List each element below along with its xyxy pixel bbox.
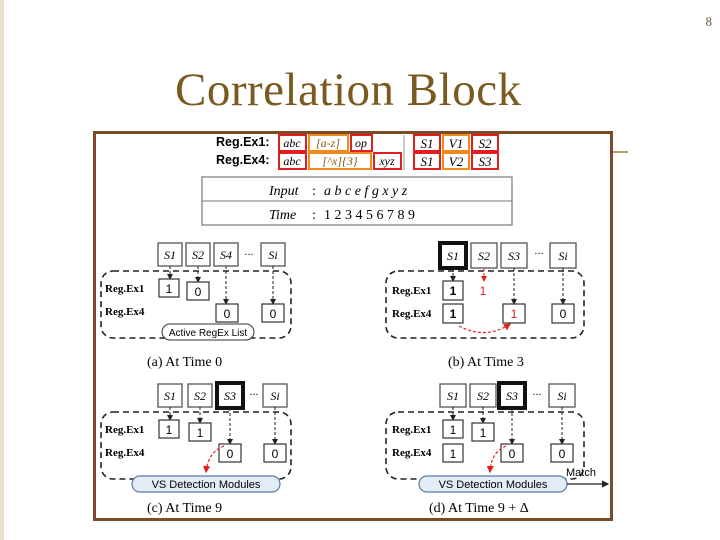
panel-b-state2: S2 [478, 249, 490, 263]
panel-b-row2-label: Reg.Ex4 [392, 308, 432, 320]
panel-b-cell3: 1 [449, 307, 457, 321]
panel-c-state3: S3 [224, 389, 236, 403]
regex1-part2: [a-z] [315, 136, 341, 150]
panel-a-bottom-label: Active RegEx List [168, 328, 248, 339]
panel-b-cell1: 1 [449, 284, 457, 298]
panel-c-state4: Si [270, 389, 280, 403]
panel-c-bottom-label: VS Detection Modules [151, 479, 261, 491]
correlation-diagram [96, 134, 610, 518]
svg-text::: : [312, 208, 316, 223]
panel-a-cell1: 1 [165, 282, 173, 296]
panel-a-cell4: 0 [269, 307, 277, 321]
panel-c-cell1: 1 [165, 423, 173, 437]
panel-c-cell3: 0 [226, 447, 234, 461]
panel-a-state1: S1 [164, 248, 176, 262]
figure-frame [93, 131, 613, 521]
panel-a-cell2: 0 [194, 285, 202, 299]
panel-d-state1: S1 [447, 389, 459, 403]
regex4-state3: S3 [478, 154, 492, 169]
panel-c-caption: (c) At Time 9 [147, 501, 223, 516]
regex4-state1: S1 [420, 154, 434, 169]
panel-d-state3: S3 [506, 389, 518, 403]
panel-d-cell4: 0 [508, 447, 516, 461]
panel-a-row2-label: Reg.Ex4 [105, 306, 145, 318]
panel-d-row2-label: Reg.Ex4 [392, 447, 432, 459]
panel-d-cell2: 1 [479, 426, 487, 440]
panel-a-state3: S4 [220, 248, 232, 262]
panel-c-cell4: 0 [271, 447, 279, 461]
slide-title: Correlation Block [175, 64, 522, 116]
regex4-part2: [^x]{3} [322, 154, 358, 168]
panel-d-state2: S2 [477, 389, 489, 403]
panel-d-row1-label: Reg.Ex1 [392, 424, 432, 436]
panel-a-state4: Si [268, 248, 278, 262]
panel-a-row1-label: Reg.Ex1 [105, 283, 145, 295]
regex1-part1: abc [283, 136, 301, 150]
panel-b-ellipsis: ... [534, 245, 544, 257]
regex4-state2: V2 [448, 154, 464, 169]
regex4-label: Reg.Ex4: [216, 153, 270, 167]
panel-a [101, 243, 291, 370]
panel-c-cell2: 1 [196, 426, 204, 440]
panel-c-ellipsis: ... [249, 386, 259, 398]
panel-c-state1: S1 [164, 389, 176, 403]
panel-d-output-label: Match [566, 467, 596, 479]
panel-c [101, 383, 291, 516]
panel-b-state4: Si [558, 249, 568, 263]
input-sequence: a b c e f g x y z [324, 184, 408, 199]
time-sequence: 1 2 3 4 5 6 7 8 9 [324, 208, 415, 223]
title-accent-line [612, 151, 628, 153]
regex4-part1: abc [283, 154, 301, 168]
regex1-label: Reg.Ex1: [216, 135, 270, 149]
panel-d-bottom-label: VS Detection Modules [438, 479, 548, 491]
panel-b-cell4: 1 [510, 307, 518, 321]
panel-b-cell2: 1 [479, 284, 487, 298]
regex1-state3: S2 [478, 136, 492, 151]
panel-d-cell5: 0 [558, 447, 566, 461]
panel-b-caption: (b) At Time 3 [448, 355, 524, 370]
slide-number: 8 [705, 14, 712, 29]
panel-d-cell3: 1 [449, 447, 457, 461]
regex4-part3: xyz [379, 154, 395, 168]
panel-a-caption: (a) At Time 0 [147, 355, 223, 370]
panel-d-caption: (d) At Time 9 + Δ [429, 501, 529, 516]
panel-d-state4: Si [557, 389, 567, 403]
panel-d-ellipsis: ... [532, 386, 542, 398]
panel-b [386, 243, 584, 370]
regex1-state2: V1 [448, 136, 464, 151]
time-label: Time [269, 208, 297, 223]
panel-b-row1-label: Reg.Ex1 [392, 285, 432, 297]
panel-b-cell5: 0 [559, 307, 567, 321]
panel-c-state2: S2 [194, 389, 206, 403]
left-decor-bar [0, 0, 4, 540]
panel-b-state3: S3 [508, 249, 520, 263]
regex-definitions [216, 135, 498, 170]
regex1-state1: S1 [420, 136, 434, 151]
input-label: Input [269, 184, 299, 199]
input-time-table [202, 177, 512, 225]
panel-a-cell3: 0 [223, 307, 231, 321]
panel-b-state1: S1 [447, 249, 459, 263]
panel-a-state2: S2 [192, 248, 204, 262]
panel-d-cell1: 1 [449, 423, 457, 437]
regex1-part3: op [355, 136, 367, 150]
panel-c-row2-label: Reg.Ex4 [105, 447, 145, 459]
panel-c-row1-label: Reg.Ex1 [105, 424, 145, 436]
svg-text::: : [312, 184, 316, 199]
panel-d [386, 383, 608, 516]
panel-a-ellipsis: ... [244, 246, 254, 258]
